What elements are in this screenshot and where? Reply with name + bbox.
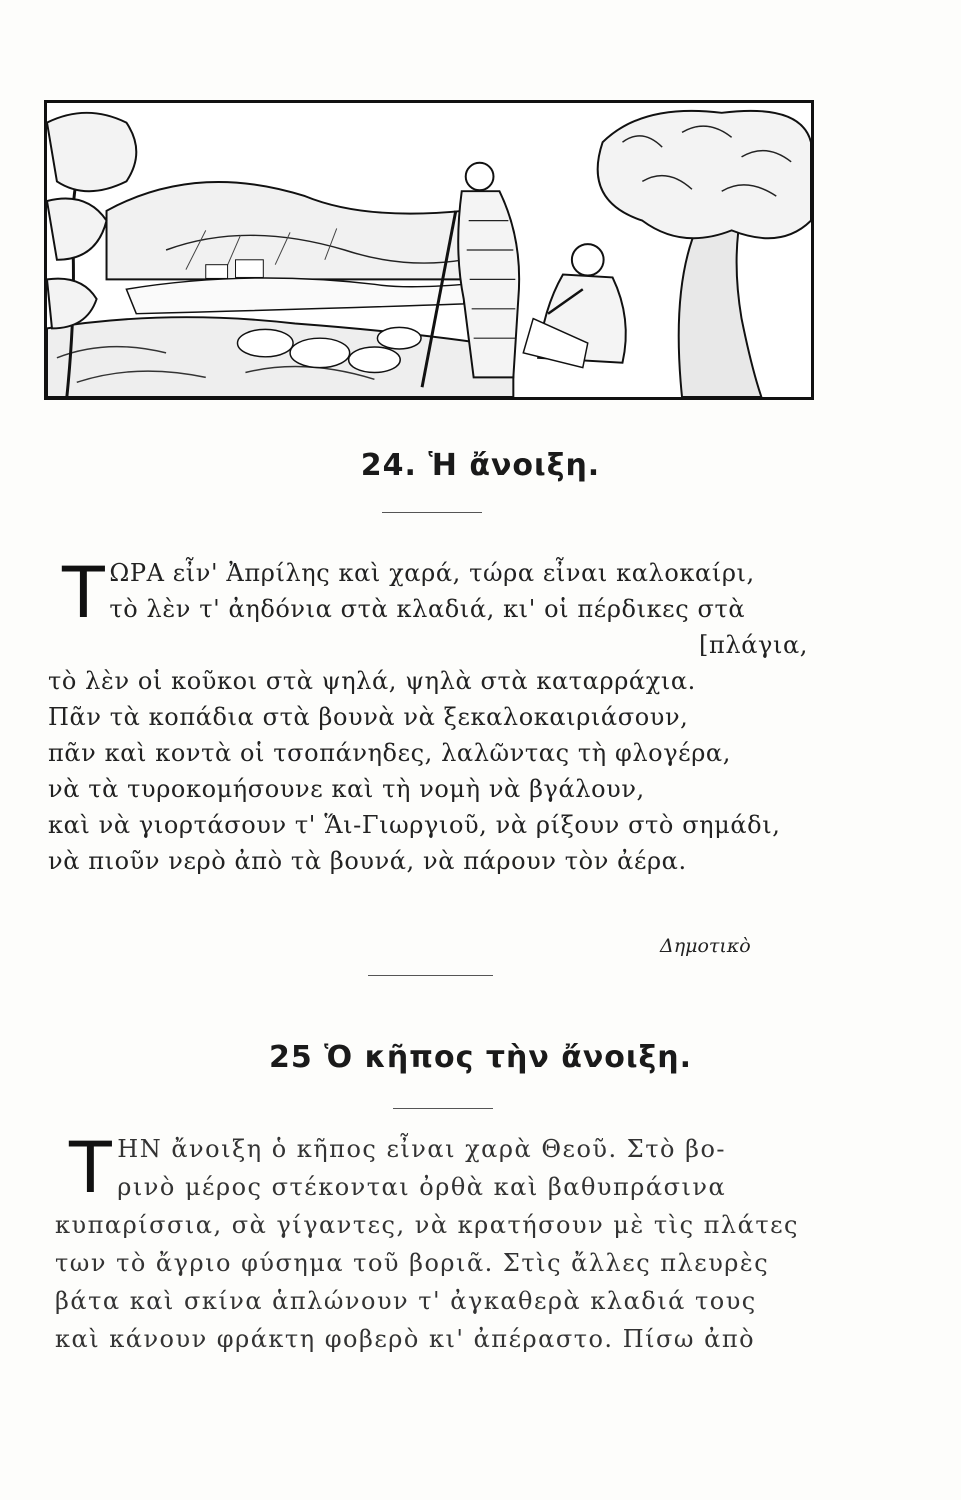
poem-line: τὸ λὲν τ' ἀηδόνια στὰ κλαδιά, κι' οἱ πέρδικες στὰ bbox=[109, 595, 746, 623]
prose-line: ρινὸ μέρος στέκονται ὀρθὰ καὶ βαθυπράσινα bbox=[117, 1173, 727, 1201]
prose-section-25 bbox=[55, 1127, 835, 1358]
poem-line: νὰ τὰ τυροκομήσουνε καὶ τὴ νομὴ νὰ βγάλουν, bbox=[48, 775, 645, 803]
prose-line: κυπαρίσσια, σὰ γίγαντες, νὰ κρατήσουν μὲ τὶς πλάτες bbox=[55, 1211, 799, 1239]
prose-line: καὶ κάνουν φράκτη φοβερὸ κι' ἀπέραστο. Πίσω ἀπὸ bbox=[55, 1325, 756, 1353]
divider-rule bbox=[382, 512, 482, 513]
poem-section-24 bbox=[48, 552, 838, 879]
poem-line: νὰ πιοῦν νερὸ ἀπὸ τὰ βουνά, νὰ πάρουν τὸν ἀέρα. bbox=[48, 847, 687, 875]
section-25-heading bbox=[0, 1040, 961, 1075]
section-24-heading bbox=[0, 448, 961, 483]
woodcut-illustration bbox=[44, 100, 814, 400]
prose-line: ΗΝ ἄνοιξη ὁ κῆπος εἶναι χαρὰ Θεοῦ. Στὸ βο- bbox=[117, 1135, 726, 1163]
poem-line: Πᾶν τὰ κοπάδια στὰ βουνὰ νὰ ξεκαλοκαιριάσουν, bbox=[48, 703, 689, 731]
poem-line: καὶ νὰ γιορτάσουν τ' Ἅι-Γιωργιοῦ, νὰ ρίξουν στὸ σημάδι, bbox=[48, 811, 781, 839]
prose-line: βάτα καὶ σκίνα ἁπλώνουν τ' ἀγκαθερὰ κλαδιά τους bbox=[55, 1287, 757, 1315]
drop-cap-letter: Τ bbox=[62, 552, 106, 634]
drop-cap-letter: Τ bbox=[69, 1127, 114, 1209]
section-24-number: 24. bbox=[360, 448, 417, 483]
pastoral-scene-drawing bbox=[47, 103, 811, 397]
poem-line: πᾶν καὶ κοντὰ οἱ τσοπάνηδες, λαλῶντας τὴ φλογέρα, bbox=[48, 739, 731, 767]
poem-line: [πλάγια, bbox=[699, 631, 808, 659]
divider-rule bbox=[393, 1108, 493, 1109]
poem-line: ΩΡΑ εἶν' Ἀπρίλης καὶ χαρά, τώρα εἶναι καλοκαίρι, bbox=[109, 559, 755, 587]
divider-rule bbox=[368, 975, 493, 976]
prose-line: των τὸ ἄγριο φύσημα τοῦ βοριᾶ. Στὶς ἄλλες πλευρὲς bbox=[55, 1249, 770, 1277]
poem-line: τὸ λὲν οἱ κοῦκοι στὰ ψηλά, ψηλὰ στὰ καταρράχια. bbox=[48, 667, 696, 695]
source-attribution: Δημοτικὸ bbox=[660, 935, 751, 957]
section-25-title: Ὁ κῆπος τὴν ἄνοιξη. bbox=[324, 1040, 693, 1075]
section-24-title: Ἡ ἄνοιξη. bbox=[428, 448, 601, 483]
section-25-number: 25 bbox=[268, 1040, 313, 1075]
